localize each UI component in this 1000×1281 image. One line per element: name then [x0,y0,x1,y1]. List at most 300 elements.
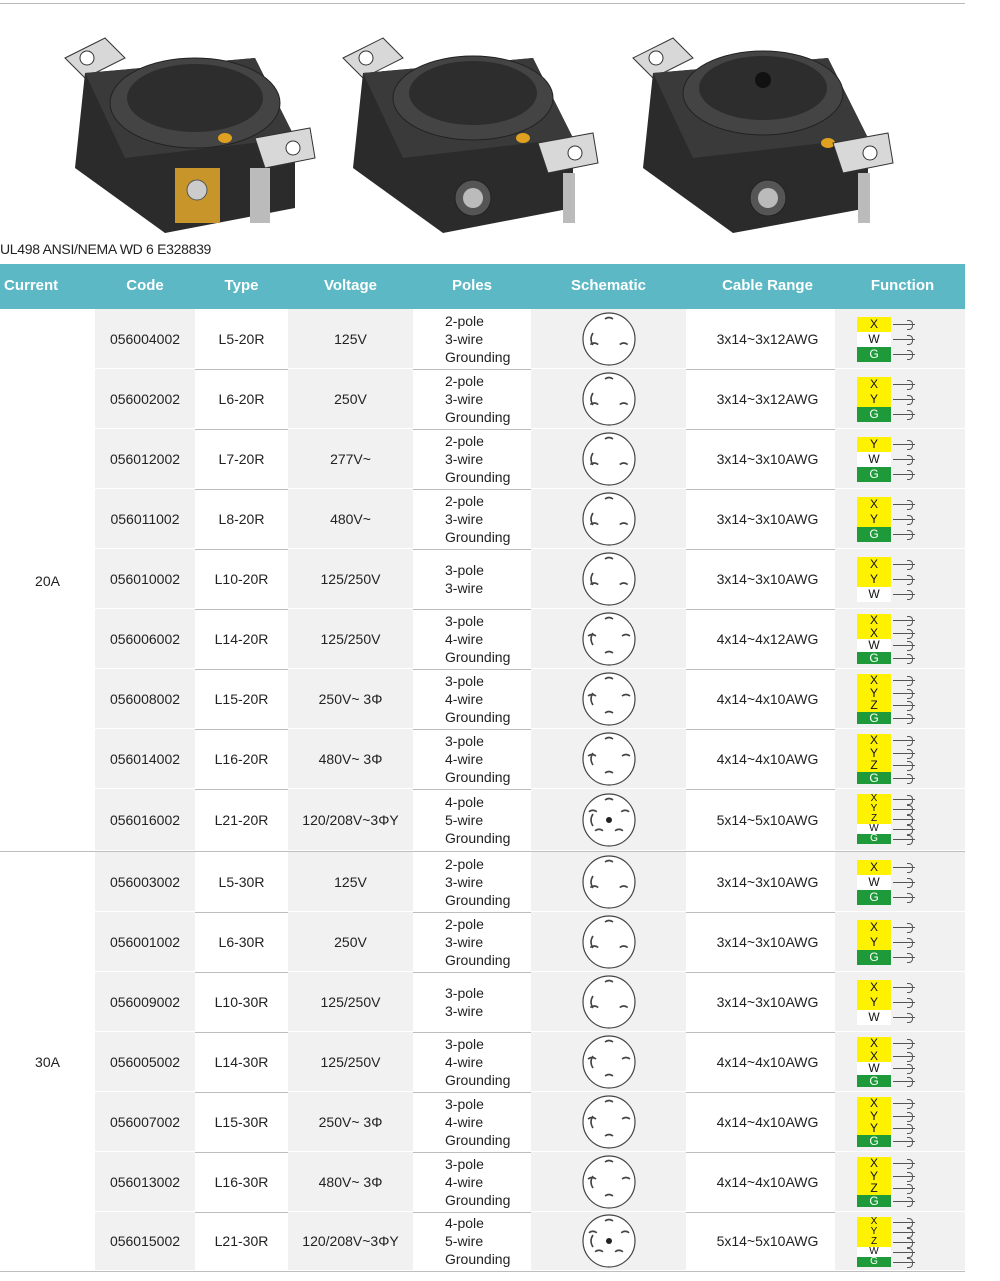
poles-line: 4-wire [445,1053,484,1070]
function-label: Y [857,1110,891,1123]
terminal-icon [907,701,913,711]
code-cell: 056008002 [95,669,195,728]
terminal-icon [907,1238,913,1248]
schematic-cell [531,852,686,911]
function-label: Y [857,1122,891,1135]
terminal-icon [907,1172,913,1182]
function-legend [857,731,927,787]
function-label: X [857,377,891,392]
poles-line: 3-wire [445,1002,484,1019]
function-label: W [857,824,891,834]
terminal-icon [907,825,913,835]
header-function: Function [870,277,935,294]
terminal-icon [907,1184,913,1194]
voltage-cell: 125/250V [288,609,413,668]
function-legend [857,311,927,367]
function-label: W [857,1010,891,1025]
function-legend [857,371,927,427]
poles-line: 4-pole [445,793,484,810]
cable-range-cell: 3x14~3x10AWG [716,873,819,890]
table-row [95,549,965,610]
poles-line: Grounding [445,951,511,968]
terminal-icon [907,1099,913,1109]
function-label: W [857,639,891,652]
cable-range-cell: 3x14~3x12AWG [716,330,819,347]
type-cell: L15-30R [214,1113,269,1130]
function-label: Y [857,572,891,587]
function-label: Y [857,747,891,760]
voltage-cell: 250V [288,369,413,428]
poles-line: 3-wire [445,330,484,347]
terminal-icon [907,590,913,600]
poles-line: Grounding [445,1251,511,1267]
terminal-icon [907,410,913,420]
terminal-icon [907,878,913,888]
function-legend [857,1094,927,1150]
table-row [95,852,965,913]
voltage-cell: 125/250V [288,972,413,1031]
schematic-cell [531,1152,686,1211]
function-label: Y [857,1227,891,1237]
terminal-icon [907,350,913,360]
function-cell [835,1152,965,1211]
function-label: W [857,587,891,602]
type-cell: L14-20R [214,630,269,647]
cable-range-cell: 3x14~3x10AWG [716,570,819,587]
function-cell [835,729,965,788]
table-row [95,729,965,790]
function-label: G [857,712,891,725]
cable-range-cell: 4x14~4x10AWG [716,1113,819,1130]
poles-line: 2-pole [445,432,484,449]
function-label: Y [857,1170,891,1183]
function-label: W [857,452,891,467]
type-cell: L8-20R [218,510,265,527]
function-cell [835,852,965,911]
code-cell: 056005002 [95,1032,195,1091]
function-label: X [857,980,891,995]
code-cell: 056015002 [95,1212,195,1270]
cable-range-cell: 3x14~3x10AWG [716,933,819,950]
cable-range-cell: 5x14~5x10AWG [716,1233,819,1249]
function-label: Y [857,392,891,407]
function-cell [835,789,965,850]
function-cell [835,549,965,608]
poles-line: 2-pole [445,915,484,932]
code-cell: 056012002 [95,429,195,488]
poles-line: Grounding [445,468,511,485]
poles-line: 3-pole [445,1155,484,1172]
function-label: X [857,860,891,875]
terminal-icon [907,1218,913,1228]
poles-line: 5-wire [445,1233,484,1249]
function-label: G [857,1195,891,1208]
table-row [95,669,965,730]
function-label: X [857,1157,891,1170]
schematic-cell [531,489,686,548]
type-cell: L16-30R [214,1173,269,1190]
poles-line: 3-pole [445,672,484,689]
voltage-cell: 480V~ 3Φ [288,1152,413,1211]
function-label: G [857,890,891,905]
terminal-icon [907,641,913,651]
terminal-icon [907,815,913,825]
plug-schematic-icon [579,792,639,848]
poles-line: 4-wire [445,690,484,707]
poles-line: 3-pole [445,1095,484,1112]
plug-schematic-icon [579,1034,639,1090]
function-cell [835,1212,965,1270]
function-legend [857,974,927,1030]
function-label: G [857,1075,891,1088]
function-label: G [857,467,891,482]
function-legend [857,791,927,847]
poles-line: Grounding [445,1191,511,1208]
function-label: X [857,317,891,332]
terminal-icon [907,320,913,330]
function-legend [857,491,927,547]
function-cell [835,429,965,488]
type-cell: L6-30R [218,933,265,950]
poles-line: 3-wire [445,579,484,596]
voltage-cell: 125/250V [288,549,413,608]
function-legend [857,914,927,970]
type-cell: L5-30R [218,873,265,890]
function-label: G [857,834,891,844]
function-legend [857,854,927,910]
cable-range-cell: 4x14~4x10AWG [716,750,819,767]
function-cell [835,369,965,428]
table-row [95,309,965,370]
poles-line: Grounding [445,1071,511,1088]
voltage-cell: 250V [288,912,413,971]
poles-line: 4-wire [445,1173,484,1190]
schematic-cell [531,609,686,668]
code-cell: 056001002 [95,912,195,971]
terminal-icon [907,1137,913,1147]
function-cell [835,669,965,728]
table-row [95,1032,965,1093]
header-schematic: Schematic [570,277,647,294]
terminal-icon [907,938,913,948]
receptacle-photo-2 [338,18,628,243]
function-legend [857,1034,927,1090]
terminal-icon [907,560,913,570]
terminal-icon [907,863,913,873]
poles-line: 3-wire [445,450,484,467]
type-cell: L16-20R [214,750,269,767]
plug-schematic-icon [579,491,639,547]
function-label: G [857,347,891,362]
function-cell [835,912,965,971]
voltage-cell: 125V [288,852,413,911]
poles-line: 3-wire [445,510,484,527]
cable-range-cell: 3x14~3x10AWG [716,993,819,1010]
function-label: X [857,1217,891,1227]
type-cell: L14-30R [214,1053,269,1070]
function-label: W [857,875,891,890]
type-cell: L6-20R [218,390,265,407]
table-row [95,429,965,490]
function-label: Y [857,512,891,527]
voltage-cell: 125V [288,309,413,368]
function-legend [857,551,927,607]
poles-line: 3-pole [445,984,484,1001]
plug-schematic-icon [579,1154,639,1210]
type-cell: L21-30R [214,1233,269,1249]
function-label: G [857,1135,891,1148]
function-label: Y [857,437,891,452]
terminal-icon [907,774,913,784]
function-cell [835,489,965,548]
function-label: G [857,527,891,542]
terminal-icon [907,1077,913,1087]
voltage-cell: 250V~ 3Φ [288,669,413,728]
terminal-icon [907,1248,913,1258]
code-cell: 056011002 [95,489,195,548]
code-cell: 056007002 [95,1092,195,1151]
terminal-icon [907,500,913,510]
function-label: G [857,772,891,785]
voltage-cell: 480V~ 3Φ [288,729,413,788]
schematic-cell [531,912,686,971]
poles-line: Grounding [445,528,511,545]
terminal-icon [907,575,913,585]
function-label: Z [857,1182,891,1195]
function-legend [857,611,927,667]
function-label: Z [857,1237,891,1247]
voltage-cell: 250V~ 3Φ [288,1092,413,1151]
plug-schematic-icon [579,854,639,910]
terminal-icon [907,1052,913,1062]
code-cell: 056016002 [95,789,195,850]
terminal-icon [907,749,913,759]
terminal-icon [907,515,913,525]
schematic-cell [531,972,686,1031]
plug-schematic-icon [579,671,639,727]
poles-line: Grounding [445,829,511,846]
function-label: G [857,950,891,965]
header-cable-range: Cable Range [722,277,813,294]
code-cell: 056010002 [95,549,195,608]
current-group-20a: 20A [35,572,60,589]
poles-line: 3-pole [445,561,484,578]
terminal-icon [907,455,913,465]
terminal-icon [907,1064,913,1074]
function-label: X [857,1050,891,1063]
terminal-icon [907,953,913,963]
function-label: Y [857,687,891,700]
plug-schematic-icon [579,431,639,487]
header-voltage: Voltage [323,277,378,294]
plug-schematic-icon [579,1094,639,1150]
cable-range-cell: 4x14~4x10AWG [716,1053,819,1070]
poles-line: 4-wire [445,750,484,767]
poles-line: 4-pole [445,1215,484,1231]
type-cell: L5-20R [218,330,265,347]
plug-schematic-icon [579,974,639,1030]
terminal-icon [907,395,913,405]
terminal-icon [907,689,913,699]
function-label: X [857,734,891,747]
plug-schematic-icon [579,914,639,970]
code-cell: 056003002 [95,852,195,911]
code-cell: 056004002 [95,309,195,368]
terminal-icon [907,335,913,345]
function-legend [857,671,927,727]
function-cell [835,309,965,368]
schematic-cell [531,369,686,428]
poles-line: 3-pole [445,732,484,749]
poles-line: 4-wire [445,630,484,647]
poles-line: Grounding [445,891,511,908]
poles-line: Grounding [445,348,511,365]
table-row [95,609,965,670]
terminal-icon [907,805,913,815]
terminal-icon [907,998,913,1008]
plug-schematic-icon [579,1213,639,1269]
code-cell: 056006002 [95,609,195,668]
terminal-icon [907,654,913,664]
function-cell [835,1092,965,1151]
code-cell: 056014002 [95,729,195,788]
terminal-icon [907,1039,913,1049]
function-label: Y [857,995,891,1010]
table-header [0,264,965,309]
table-row [95,972,965,1033]
function-label: X [857,1097,891,1110]
current-group-30a: 30A [35,1054,60,1070]
function-cell [835,609,965,668]
function-label: X [857,794,891,804]
function-label: W [857,1062,891,1075]
terminal-icon [907,923,913,933]
terminal-icon [907,629,913,639]
schematic-cell [531,429,686,488]
table-row [95,369,965,430]
schematic-cell [531,1032,686,1091]
terminal-icon [907,676,913,686]
top-rule [0,3,965,4]
receptacle-photo-1 [45,18,335,243]
function-label: X [857,920,891,935]
function-label: G [857,1257,891,1267]
function-label: G [857,652,891,665]
terminal-icon [907,1013,913,1023]
poles-line: 3-wire [445,933,484,950]
poles-line: Grounding [445,768,511,785]
poles-line: Grounding [445,1131,511,1148]
function-legend [857,1214,927,1270]
voltage-cell: 120/208V~3ΦY [288,789,413,850]
cable-range-cell: 4x14~4x12AWG [716,630,819,647]
type-cell: L7-20R [218,450,265,467]
poles-line: 2-pole [445,855,484,872]
function-label: X [857,557,891,572]
type-cell: L10-30R [214,993,269,1010]
cable-range-cell: 3x14~3x12AWG [716,390,819,407]
poles-line: Grounding [445,708,511,725]
header-poles: Poles [451,277,493,294]
cable-range-cell: 4x14~4x10AWG [716,690,819,707]
table-row [95,912,965,973]
poles-line: 3-wire [445,390,484,407]
plug-schematic-icon [579,611,639,667]
poles-line: 3-wire [445,873,484,890]
schematic-cell [531,1092,686,1151]
terminal-icon [907,893,913,903]
code-cell: 056009002 [95,972,195,1031]
schematic-cell [531,789,686,850]
terminal-icon [907,440,913,450]
terminal-icon [907,1258,913,1268]
function-label: W [857,1247,891,1257]
function-cell [835,1032,965,1091]
function-label: Z [857,814,891,824]
poles-line: 2-pole [445,312,484,329]
poles-line: 5-wire [445,811,484,828]
function-label: Z [857,699,891,712]
schematic-cell [531,669,686,728]
table-row [95,1152,965,1213]
certification-text: UL498 ANSI/NEMA WD 6 E328839 [0,241,212,257]
table-row [95,1212,965,1272]
function-label: Y [857,935,891,950]
function-label: Z [857,759,891,772]
terminal-icon [907,1124,913,1134]
code-cell: 056013002 [95,1152,195,1211]
terminal-icon [907,470,913,480]
function-legend [857,431,927,487]
schematic-cell [531,549,686,608]
header-type: Type [224,277,259,294]
schematic-cell [531,309,686,368]
cable-range-cell: 3x14~3x10AWG [716,510,819,527]
terminal-icon [907,1159,913,1169]
terminal-icon [907,835,913,845]
function-label: X [857,614,891,627]
product-photos [0,8,965,240]
terminal-icon [907,1112,913,1122]
plug-schematic-icon [579,731,639,787]
voltage-cell: 120/208V~3ΦY [288,1212,413,1270]
schematic-cell [531,1212,686,1270]
poles-line: Grounding [445,648,511,665]
type-cell: L15-20R [214,690,269,707]
terminal-icon [907,983,913,993]
voltage-cell: 277V~ [288,429,413,488]
table-row [95,489,965,550]
poles-line: 2-pole [445,372,484,389]
terminal-icon [907,1197,913,1207]
function-label: X [857,1037,891,1050]
header-code: Code [126,277,164,294]
table-row [95,1092,965,1153]
function-legend [857,1154,927,1210]
header-current: Current [4,277,59,294]
poles-line: 4-wire [445,1113,484,1130]
poles-line: 3-pole [445,1035,484,1052]
terminal-icon [907,761,913,771]
poles-line: Grounding [445,408,511,425]
schematic-cell [531,729,686,788]
poles-line: 2-pole [445,492,484,509]
table-row [95,789,965,852]
terminal-icon [907,714,913,724]
function-label: X [857,674,891,687]
poles-line: 3-pole [445,612,484,629]
voltage-cell: 125/250V [288,1032,413,1091]
